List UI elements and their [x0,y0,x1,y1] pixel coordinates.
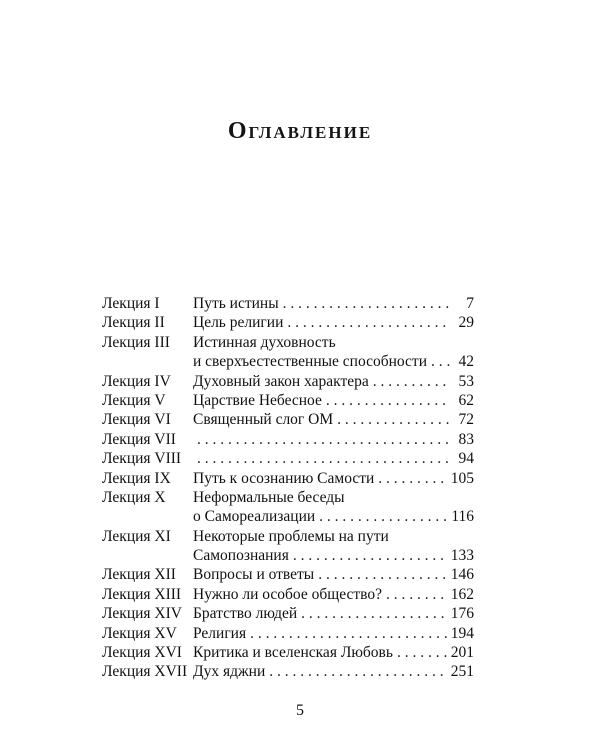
lecture-label: Лекция VIII [102,450,182,468]
toc-entry [193,507,474,526]
toc-entry [193,604,474,623]
page-folio-number: 5 [296,702,304,719]
toc-entry [193,372,474,391]
toc-row [102,507,474,526]
chapter-title: Самопознания [193,547,289,565]
dot-leader [337,410,450,429]
page-number: 176 [450,605,474,623]
dot-leader [197,430,450,449]
chapter-title: Духовный закон характера [193,372,369,390]
page-number: 201 [450,644,474,662]
toc-entry [193,469,474,488]
page-number: 133 [450,547,474,565]
toc-row [102,527,474,546]
toc-entry [193,449,474,468]
page-number: 42 [458,353,474,371]
page-number: 72 [458,411,474,429]
toc-entry [193,352,474,371]
chapter-title: Неформальные беседы [193,488,345,506]
toc-entry [193,527,474,546]
chapter-title: Цель религии [193,314,284,332]
page-number: 83 [458,430,474,448]
toc-row [102,372,474,391]
toc-row [102,585,474,604]
page-number: 105 [450,469,474,487]
toc-row [102,565,474,584]
dot-leader [319,507,447,526]
lecture-label: Лекция I [102,295,160,312]
lecture-label: Лекция XI [102,527,171,545]
page-number: 194 [450,624,474,642]
toc-entry [193,565,474,584]
chapter-title: Критика и вселенская Любовь [193,644,393,662]
chapter-title: Братство людей [193,605,298,623]
page-number: 53 [458,372,474,390]
toc-row [102,449,474,468]
dot-leader [301,604,447,623]
table-of-contents [102,294,474,682]
dot-leader [283,294,450,313]
toc-entry [193,430,474,449]
toc-row [102,604,474,623]
page-number: 251 [450,663,474,681]
lecture-label: Лекция X [102,488,166,506]
lecture-label: Лекция II [102,314,165,332]
chapter-title: и сверхъестественные способности [193,353,427,371]
dot-leader [378,469,446,488]
dot-leader [318,565,447,584]
toc-row [102,333,474,352]
toc-entry [193,643,474,662]
chapter-title: Нужно ли особое общество? [193,585,382,603]
chapter-title: Вопросы и ответы [193,566,315,584]
page-number: 29 [458,314,474,332]
chapter-title: Религия [193,624,247,642]
chapter-title: Дух яджни [193,663,266,681]
lecture-label: Лекция III [102,333,170,351]
dot-leader [373,372,450,391]
dot-leader [287,313,450,332]
lecture-label: Лекция IX [102,469,171,487]
toc-row [102,643,474,662]
toc-row [102,430,474,449]
toc-row [102,294,474,313]
page-number: 116 [451,508,474,526]
page-number: 146 [450,566,474,584]
dot-leader [431,352,450,371]
toc-row [102,488,474,507]
page-number: 94 [458,450,474,468]
toc-entry [193,624,474,643]
chapter-title: Некоторые проблемы на пути [193,527,389,545]
toc-entry [193,333,474,352]
lecture-label: Лекция IV [102,372,171,390]
chapter-title: Путь к осознанию Самости [193,469,375,487]
toc-row [102,546,474,565]
dot-leader [250,624,447,643]
toc-entry [193,391,474,410]
dot-leader [397,643,447,662]
toc-row [102,624,474,643]
dot-leader [269,662,446,681]
dot-leader [197,449,450,468]
toc-entry [193,294,474,313]
lecture-label: Лекция VII [102,430,176,448]
toc-entry [193,546,474,565]
lecture-label: Лекция XVII [102,663,188,681]
toc-entry [193,410,474,429]
dot-leader [326,391,450,410]
chapter-title: Истинная духовность [193,333,336,351]
page-title: Оглавление [227,118,373,144]
toc-entry [193,313,474,332]
lecture-label: Лекция XV [102,624,177,642]
lecture-label: Лекция XIII [102,585,182,603]
dot-leader [293,546,447,565]
page-number: 162 [450,585,474,603]
toc-row [102,410,474,429]
lecture-label: Лекция VI [102,411,171,429]
chapter-title: Царствие Небесное [193,391,322,409]
toc-row [102,313,474,332]
toc-row [102,662,474,681]
dot-leader [386,585,447,604]
chapter-title: Священный слог ОМ [193,411,334,429]
lecture-label: Лекция V [102,391,166,409]
page-number: 7 [466,295,474,312]
chapter-title: о Самореализации [193,508,316,526]
lecture-label: Лекция XVI [102,644,182,662]
toc-entry [193,488,474,507]
lecture-label: Лекция XIV [102,605,182,623]
page-number: 62 [458,391,474,409]
chapter-title: Путь истины [193,295,279,312]
toc-row [102,352,474,371]
lecture-label: Лекция XII [102,566,176,584]
toc-row [102,391,474,410]
toc-entry [193,662,474,681]
toc-entry [193,585,474,604]
toc-row [102,469,474,488]
